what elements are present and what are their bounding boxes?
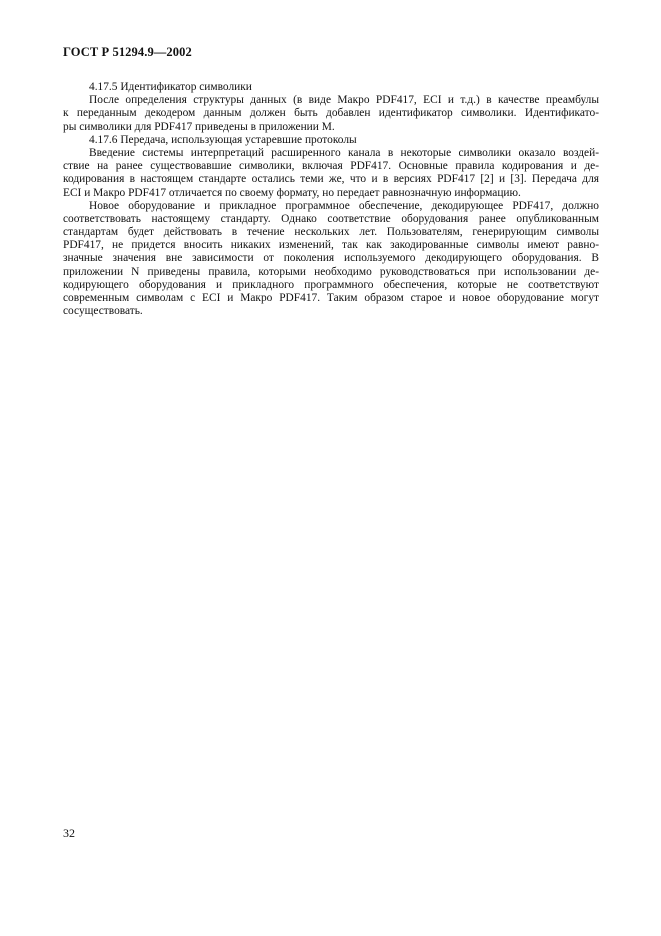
paragraph-line: ECI и Макро PDF417 отличается по своему формату, но передает равнозначную информацию. (63, 186, 521, 199)
body-text (63, 81, 599, 318)
section-heading-4-17-6: 4.17.6 Передача, использующая устаревшие протоколы (89, 133, 357, 146)
paragraph-line: приложении N приведены правила, которыми необходимо руководствоваться при использовании де- (63, 265, 599, 278)
paragraph-line: ры символики для PDF417 приведены в приложении М. (63, 120, 335, 133)
paragraph-line: современным символам с ECI и Макро PDF417. Таким образом старое и новое оборудование могут (63, 292, 599, 304)
paragraph-line: PDF417, не придется вносить никаких изменений, так как закодированные символы имеют равно- (63, 239, 599, 252)
section-heading-4-17-5: 4.17.5 Идентификатор символики (89, 81, 252, 93)
paragraph-line: После определения структуры данных (в виде Макро PDF417, ECI и т.д.) в качестве преамбулы (89, 94, 599, 107)
paragraph-line: значные значения вне зависимости от поколения используемого декодирующего оборудования. В (63, 252, 599, 265)
paragraph-line: ствие на ранее существовавшие символики, включая PDF417. Основные правила кодирования и де- (63, 160, 599, 173)
paragraph-line: кодирования в настоящем стандарте остались теми же, что и в версиях PDF417 [2] и [3]. Передача для (63, 173, 599, 186)
paragraph-line: стандартам будет действовать в течение нескольких лет. Пользователям, генерирующим символы (63, 226, 599, 239)
paragraph-line: Новое оборудование и прикладное программное обеспечение, декодирующее PDF417, должно (89, 199, 599, 212)
paragraph-line: кодирующего оборудования и прикладного программного обеспечения, которые не соответствуют (63, 278, 599, 291)
paragraph-line: сосуществовать. (63, 305, 143, 318)
paragraph-line: соответствовать настоящему стандарту. Однако соответствие оборудования ранее опубликованным (63, 212, 599, 225)
page-number: 32 (63, 826, 75, 840)
paragraph-line: к переданным декодером данным должен быть добавлен идентификатор символики. Идентификато- (63, 107, 599, 120)
paragraph-line: Введение системы интерпретаций расширенного канала в некоторые символики оказало воздей- (89, 146, 599, 159)
standard-header: ГОСТ Р 51294.9—2002 (63, 45, 192, 59)
